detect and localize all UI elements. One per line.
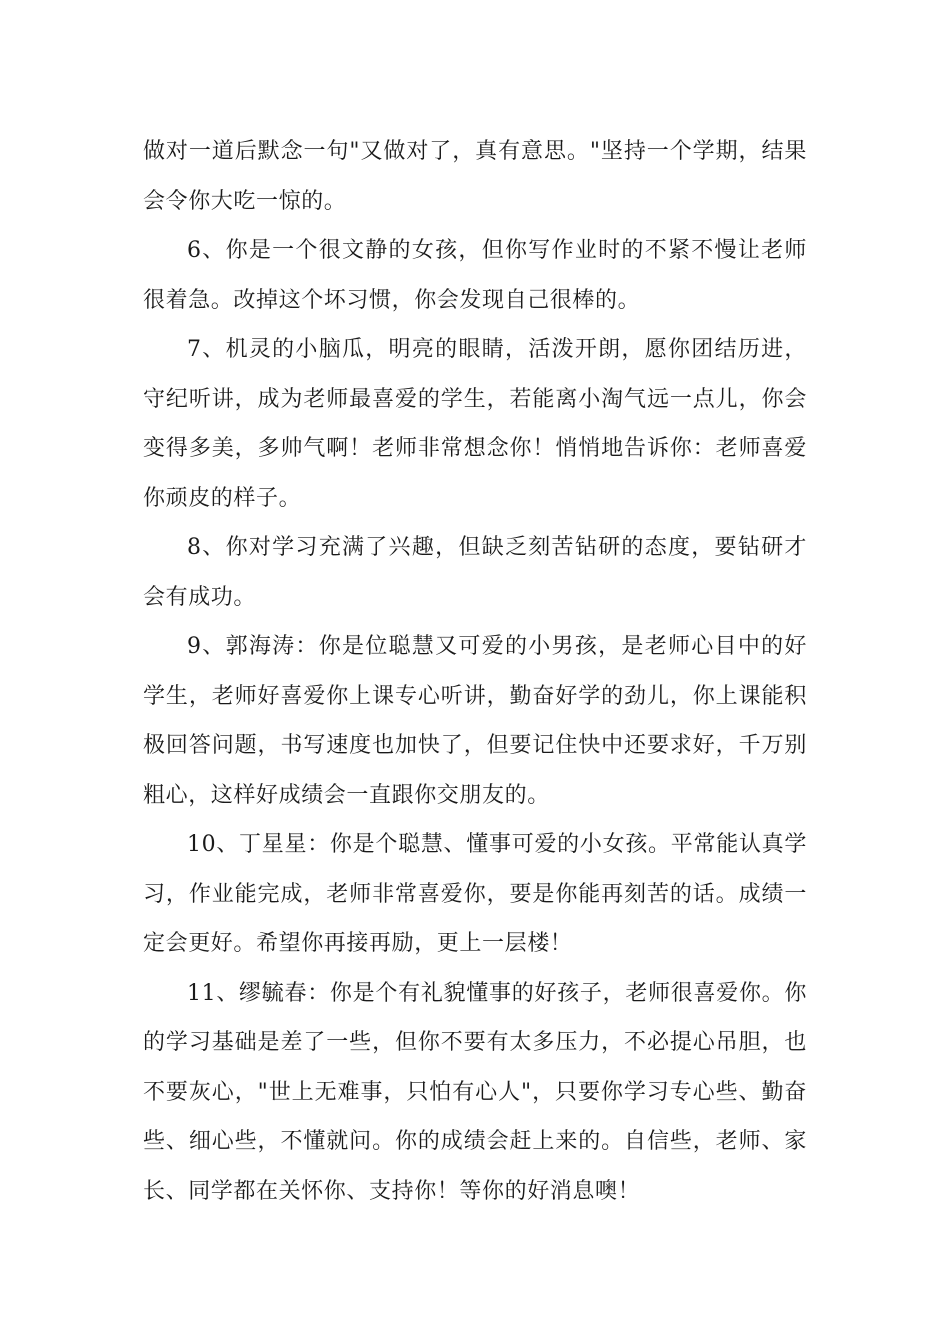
paragraph-11: 11、缪毓春：你是个有礼貌懂事的好孩子，老师很喜爱你。你的学习基础是差了一些，但你不要有太多压力，不必提心吊胆，也不要灰心，"世上无难事，只怕有心人"，只要你学习专心些、勤奋些、细心些，不懂就问。你的成绩会赶上来的。自信些，老师、家长、同学都在关怀你、支持你！等你的好消息噢！ — [143, 980, 807, 1204]
paragraph-continued: 做对一道后默念一句"又做对了，真有意思。"坚持一个学期，结果会令你大吃一惊的。 — [143, 139, 807, 214]
paragraph-9: 9、郭海涛：你是位聪慧又可爱的小男孩，是老师心目中的好学生，老师好喜爱你上课专心听讲，勤奋好学的劲儿，你上课能积极回答问题，书写速度也加快了，但要记住快中还要求好，千万别粗心，这样好成绩会一直跟你交朋友的。 — [143, 634, 807, 808]
document-body — [143, 127, 807, 1216]
paragraph-7: 7、机灵的小脑瓜，明亮的眼睛，活泼开朗，愿你团结历进，守纪听讲，成为老师最喜爱的学生，若能离小淘气远一点儿，你会变得多美，多帅气啊！老师非常想念你！悄悄地告诉你：老师喜爱你顽皮的样子。 — [143, 337, 807, 511]
paragraph-10: 10、丁星星：你是个聪慧、懂事可爱的小女孩。平常能认真学习，作业能完成，老师非常喜爱你，要是你能再刻苦的话。成绩一定会更好。希望你再接再励，更上一层楼！ — [143, 832, 807, 956]
paragraph-6: 6、你是一个很文静的女孩，但你写作业时的不紧不慢让老师很着急。改掉这个坏习惯，你会发现自己很棒的。 — [143, 238, 807, 313]
paragraph-8: 8、你对学习充满了兴趣，但缺乏刻苦钻研的态度，要钻研才会有成功。 — [143, 535, 807, 610]
